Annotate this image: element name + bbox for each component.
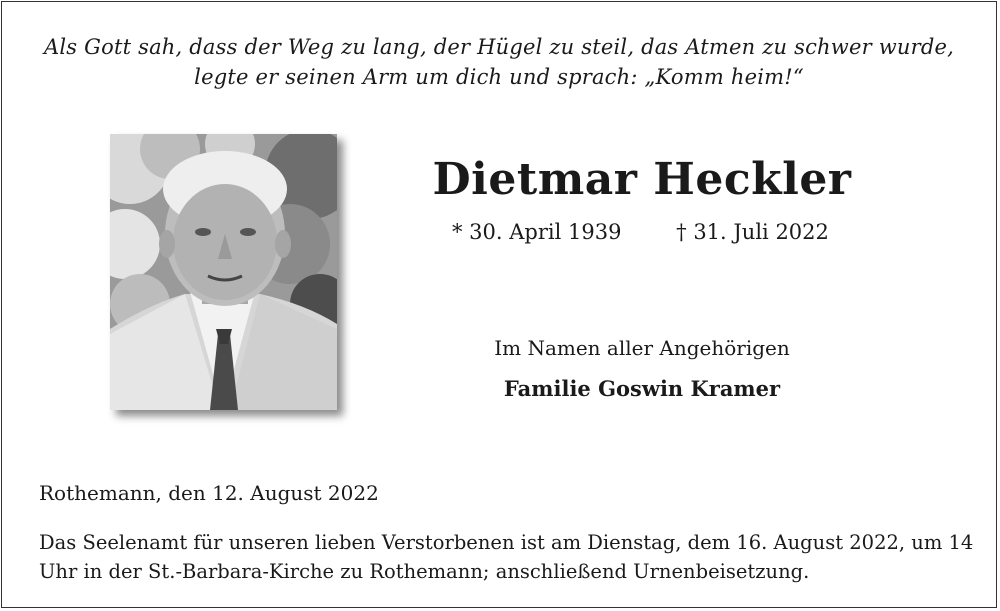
deceased-name: Dietmar Heckler — [432, 154, 852, 205]
birth-date: * 30. April 1939 — [452, 220, 622, 244]
death-date: † 31. Juli 2022 — [676, 220, 829, 244]
memorial-verse — [2, 32, 996, 92]
service-notice: Das Seelenamt für unseren lieben Verstorbenen ist am Dienstag, dem 16. August 2022, um 14 Uhr in der St.-Barbara-Kirche zu Rothemann; anschließend Urnenbeisetzung. — [39, 531, 974, 583]
portrait-image — [110, 134, 337, 410]
relatives-intro: Im Namen aller Angehörigen — [494, 336, 790, 360]
obituary-frame — [1, 1, 997, 608]
place-date: Rothemann, den 12. August 2022 — [39, 481, 379, 505]
portrait-photo — [110, 134, 337, 410]
verse-line-2: legte er seinen Arm um dich und sprach: „Komm heim!“ — [194, 65, 804, 89]
life-dates — [452, 220, 829, 244]
verse-line-1: Als Gott sah, dass der Weg zu lang, der Hügel zu steil, das Atmen zu schwer wurde, — [44, 35, 954, 59]
family-name: Familie Goswin Kramer — [503, 376, 781, 401]
